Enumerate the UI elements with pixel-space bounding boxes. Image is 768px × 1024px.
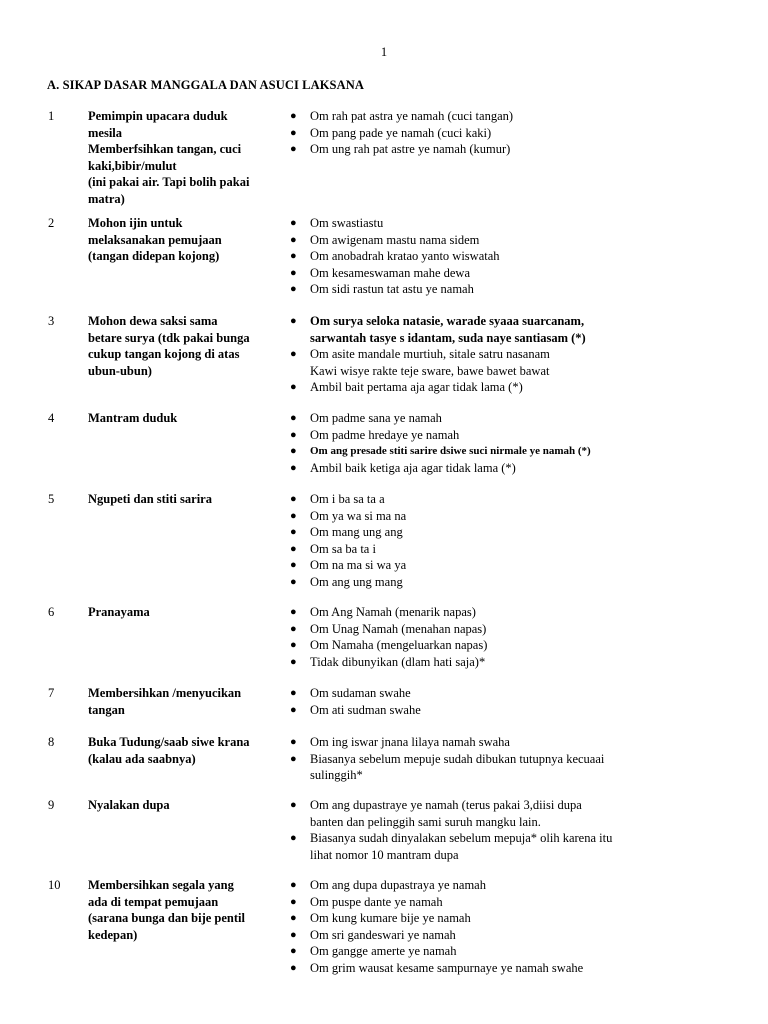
mantra-line: Om sri gandeswari ye namah: [310, 927, 456, 942]
mantra-line: Biasanya sudah dinyalakan sebelum mepuja* olih karena itu: [310, 831, 613, 845]
bullet-icon: ●: [290, 606, 297, 618]
row-title-line: ada di tempat pemujaan: [88, 894, 219, 909]
bullet-icon: ●: [290, 283, 297, 295]
mantra-line: Om anobadrah kratao yanto wiswatah: [310, 249, 500, 263]
bullet-icon: ●: [290, 493, 297, 505]
bullet-icon: ●: [290, 879, 297, 891]
bullet-icon: ●: [290, 266, 297, 279]
mantra-list: [290, 491, 730, 590]
mantra-line: lihat nomor 10 mantram dupa: [310, 847, 459, 862]
bullet-icon: ●: [290, 233, 297, 246]
row-title-line: Ngupeti dan stiti sarira: [88, 492, 212, 506]
row-title: [88, 313, 278, 379]
row-title-line: ubun-ubun): [88, 363, 152, 378]
mantra-item: [290, 894, 730, 911]
bullet-icon: ●: [290, 559, 297, 571]
mantra-item: [290, 524, 730, 541]
mantra-line: Om mang ung ang: [310, 525, 403, 539]
mantra-item: [290, 410, 730, 427]
bullet-icon: ●: [290, 461, 297, 474]
mantra-item: [290, 265, 730, 282]
mantra-item: [290, 346, 730, 379]
mantra-line: Om ang dupa dupastraya ye namah: [310, 878, 486, 892]
mantra-item: [290, 702, 730, 719]
row-title-line: Mantram duduk: [88, 411, 178, 425]
mantra-list: [290, 604, 730, 670]
mantra-list: [290, 410, 730, 476]
mantra-line: Om ung rah pat astre ye namah (kumur): [310, 142, 511, 156]
mantra-item: [290, 830, 730, 863]
row-number: 1: [48, 109, 55, 123]
bullet-icon: ●: [290, 412, 297, 424]
row-title-line: Pemimpin upacara duduk: [88, 109, 228, 123]
bullet-icon: ●: [290, 250, 297, 262]
mantra-line: Om kung kumare bije ye namah: [310, 911, 471, 925]
bullet-icon: ●: [290, 736, 297, 748]
bullet-icon: ●: [290, 542, 297, 555]
bullet-icon: ●: [290, 315, 297, 327]
mantra-item: [290, 491, 730, 508]
bullet-icon: ●: [290, 945, 297, 957]
mantra-item: [290, 460, 730, 477]
row-title: [88, 108, 278, 207]
mantra-item: [290, 248, 730, 265]
mantra-item: [290, 313, 730, 346]
row-title-line: Memberfsihkan tangan, cuci: [88, 142, 242, 156]
mantra-line: Om rah pat astra ye namah (cuci tangan): [310, 109, 514, 123]
mantra-line: Om ati sudman swahe: [310, 702, 421, 717]
row-title-line: (tangan didepan kojong): [88, 249, 220, 263]
mantra-line: Om sidi rastun tat astu ye namah: [310, 282, 474, 296]
bullet-icon: ●: [290, 126, 297, 139]
mantra-item: [290, 927, 730, 944]
mantra-line: Ambil baik ketiga aja agar tidak lama (*): [310, 460, 516, 475]
bullet-icon: ●: [290, 575, 297, 588]
mantra-line: Om Ang Namah (menarik napas): [310, 605, 476, 619]
bullet-icon: ●: [290, 509, 297, 522]
mantra-line: Om grim wausat kesame sampurnaye ye namah swahe: [310, 960, 584, 975]
mantra-line: sarwantah tasye s idantam, suda naye santiasam (*): [310, 330, 586, 345]
bullet-icon: ●: [290, 928, 297, 941]
row-title-line: (sarana bunga dan bije pentil: [88, 911, 245, 925]
mantra-line: banten dan pelinggih sami suruh mangku lain.: [310, 814, 541, 829]
bullet-icon: ●: [290, 895, 297, 908]
row-title-line: kaki,bibir/mulut: [88, 158, 177, 173]
bullet-icon: ●: [290, 622, 297, 635]
mantra-item: [290, 910, 730, 927]
mantra-item: [290, 379, 730, 396]
mantra-item: [290, 574, 730, 591]
row-title-line: Mohon ijin untuk: [88, 216, 183, 230]
row-number: 10: [48, 878, 61, 892]
mantra-line: Om ing iswar jnana lilaya namah swaha: [310, 735, 510, 749]
bullet-icon: ●: [290, 217, 297, 229]
mantra-item: [290, 443, 730, 460]
mantra-list: [290, 877, 730, 976]
mantra-line: Om i ba sa ta a: [310, 492, 385, 506]
row-title-line: (ini pakai air. Tapi bolih pakai: [88, 175, 250, 189]
mantra-list: [290, 108, 730, 158]
mantra-list: [290, 797, 730, 863]
mantra-item: [290, 108, 730, 125]
mantra-item: [290, 604, 730, 621]
mantra-line: Om ang ung mang: [310, 574, 403, 589]
mantra-item: [290, 141, 730, 158]
row-title: [88, 797, 278, 814]
row-title-line: Nyalakan dupa: [88, 798, 170, 812]
mantra-line: Ambil bait pertama aja agar tidak lama (*): [310, 380, 523, 394]
bullet-icon: ●: [290, 655, 297, 668]
mantra-item: [290, 685, 730, 702]
bullet-icon: ●: [290, 912, 297, 924]
mantra-item: [290, 877, 730, 894]
mantra-line: Om sudaman swahe: [310, 686, 411, 700]
mantra-line: Tidak dibunyikan (dlam hati saja)*: [310, 654, 486, 669]
mantra-item: [290, 541, 730, 558]
row-number: 3: [48, 314, 55, 328]
bullet-icon: ●: [290, 110, 297, 122]
mantra-item: [290, 654, 730, 671]
mantra-line: Om gangge amerte ye namah: [310, 944, 457, 958]
row-title-line: cukup tangan kojong di atas: [88, 347, 240, 361]
mantra-item: [290, 734, 730, 751]
row-title: [88, 604, 278, 621]
row-title: [88, 491, 278, 508]
bullet-icon: ●: [290, 752, 297, 765]
mantra-item: [290, 621, 730, 638]
bullet-icon: ●: [290, 832, 297, 844]
row-title-line: kedepan): [88, 927, 138, 942]
row-title-line: matra): [88, 191, 125, 206]
mantra-line: Om ang dupastraye ye namah (terus pakai 3,diisi dupa: [310, 798, 582, 812]
mantra-line: Om swastiastu: [310, 216, 384, 230]
row-title-line: (kalau ada saabnya): [88, 751, 196, 766]
row-number: 5: [48, 492, 55, 506]
row-title: [88, 734, 278, 767]
mantra-list: [290, 685, 730, 718]
bullet-icon: ●: [290, 799, 297, 811]
row-title: [88, 410, 278, 427]
mantra-line: sulinggih*: [310, 768, 363, 782]
row-title-line: Membersihkan /menyucikan: [88, 686, 242, 700]
mantra-item: [290, 637, 730, 654]
mantra-item: [290, 427, 730, 444]
mantra-item: [290, 215, 730, 232]
mantra-line: Om awigenam mastu nama sidem: [310, 232, 480, 247]
row-number: 4: [48, 411, 55, 425]
row-number: 9: [48, 798, 55, 812]
mantra-line: Biasanya sebelum mepuje sudah dibukan tutupnya kecuaai: [310, 751, 605, 766]
mantra-line: Om pang pade ye namah (cuci kaki): [310, 125, 492, 140]
mantra-item: [290, 751, 730, 784]
bullet-icon: ●: [290, 961, 297, 974]
row-title-line: betare surya (tdk pakai bunga: [88, 330, 250, 345]
row-title-line: Mohon dewa saksi sama: [88, 314, 218, 328]
row-number: 8: [48, 735, 55, 749]
row-title-line: melaksanakan pemujaan: [88, 232, 222, 247]
mantra-item: [290, 960, 730, 977]
mantra-item: [290, 943, 730, 960]
row-number: 2: [48, 216, 55, 230]
bullet-icon: ●: [290, 703, 297, 716]
mantra-line: Kawi wisye rakte teje sware, bawe bawet bawat: [310, 363, 550, 378]
mantra-item: [290, 557, 730, 574]
mantra-item: [290, 508, 730, 525]
row-number: 6: [48, 605, 55, 619]
mantra-item: [290, 797, 730, 830]
mantra-line: Om sa ba ta i: [310, 541, 376, 556]
row-title-line: Pranayama: [88, 605, 150, 619]
mantra-list: [290, 734, 730, 784]
mantra-line: Om Unag Namah (menahan napas): [310, 621, 487, 636]
row-number: 7: [48, 686, 55, 700]
mantra-line: Om Namaha (mengeluarkan napas): [310, 638, 488, 652]
bullet-icon: ●: [290, 526, 297, 538]
mantra-list: [290, 215, 730, 298]
bullet-icon: ●: [290, 687, 297, 699]
bullet-icon: ●: [290, 143, 297, 155]
row-title: [88, 215, 278, 265]
mantra-line: Om na ma si wa ya: [310, 558, 407, 572]
mantra-item: [290, 281, 730, 298]
section-heading: A. SIKAP DASAR MANGGALA DAN ASUCI LAKSANA: [47, 78, 364, 92]
mantra-line: Om puspe dante ye namah: [310, 894, 443, 909]
mantra-line: Om ang presade stiti sarire dsiwe suci nirmale ye namah (*): [310, 445, 591, 457]
mantra-line: Om asite mandale murtiuh, sitale satru nasanam: [310, 347, 550, 361]
bullet-icon: ●: [290, 639, 297, 651]
row-title: [88, 877, 278, 943]
mantra-item: [290, 125, 730, 142]
mantra-line: Om padme hredaye ye namah: [310, 427, 460, 442]
row-title-line: mesila: [88, 125, 123, 140]
row-title: [88, 685, 278, 718]
mantra-item: [290, 232, 730, 249]
row-title-line: Buka Tudung/saab siwe krana: [88, 735, 250, 749]
mantra-line: Om kesameswaman mahe dewa: [310, 265, 471, 280]
mantra-line: Om padme sana ye namah: [310, 411, 442, 425]
page-number: 1: [380, 45, 388, 59]
row-title-line: Membersihkan segala yang: [88, 878, 234, 892]
bullet-icon: ●: [290, 381, 297, 393]
mantra-line: Om surya seloka natasie, warade syaaa suarcanam,: [310, 314, 585, 328]
mantra-list: [290, 313, 730, 396]
bullet-icon: ●: [290, 428, 297, 441]
bullet-icon: ●: [290, 348, 297, 360]
bullet-icon: ●: [290, 445, 297, 457]
mantra-line: Om ya wa si ma na: [310, 508, 407, 523]
row-title-line: tangan: [88, 702, 125, 717]
